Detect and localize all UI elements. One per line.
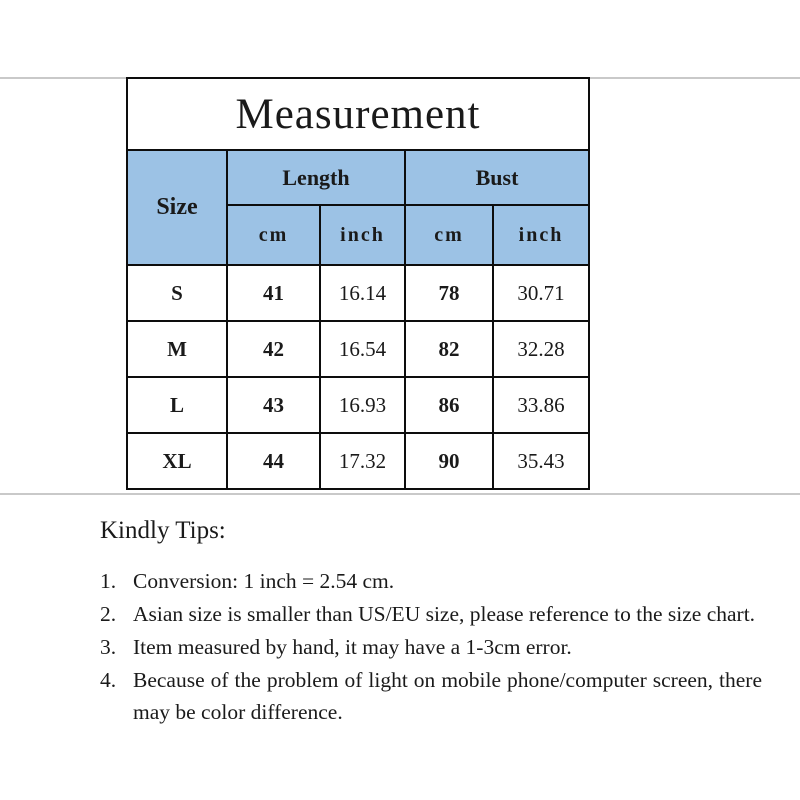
tip-spacer — [124, 598, 133, 630]
length-inch-value: 16.93 — [320, 377, 405, 433]
table-group-header-row — [127, 150, 589, 205]
length-cm-header: cm — [227, 205, 320, 265]
measurement-table — [126, 77, 590, 490]
bust-inch-value: 35.43 — [493, 433, 589, 489]
tip-number: 4. — [100, 668, 117, 692]
kindly-tips-section — [100, 517, 762, 729]
bust-inch-header: inch — [493, 205, 589, 265]
table-row-m — [127, 321, 589, 377]
tip-number: 2. — [100, 602, 117, 626]
bottom-divider-line — [0, 493, 800, 495]
tip-item-4 — [100, 664, 762, 728]
tip-item-1 — [100, 565, 762, 597]
size-value: S — [127, 265, 227, 321]
tip-spacer — [124, 631, 133, 663]
table-row-s — [127, 265, 589, 321]
tip-number: 3. — [100, 635, 117, 659]
length-group-header: Length — [227, 150, 405, 205]
tip-item-2 — [100, 598, 762, 630]
size-column-header: Size — [127, 150, 227, 265]
length-inch-value: 16.14 — [320, 265, 405, 321]
table-title-row — [127, 78, 589, 150]
size-value: L — [127, 377, 227, 433]
length-inch-value: 16.54 — [320, 321, 405, 377]
tips-heading: Kindly Tips: — [100, 517, 226, 544]
bust-cm-value: 90 — [405, 433, 493, 489]
bust-cm-value: 86 — [405, 377, 493, 433]
size-value: M — [127, 321, 227, 377]
tip-text: Because of the problem of light on mobile phone/computer screen, there may be color difference. — [133, 668, 762, 724]
bust-group-header: Bust — [405, 150, 589, 205]
bust-cm-header: cm — [405, 205, 493, 265]
table-row-l — [127, 377, 589, 433]
bust-cm-value: 78 — [405, 265, 493, 321]
length-cm-value: 42 — [227, 321, 320, 377]
tip-text: Asian size is smaller than US/EU size, please reference to the size chart. — [133, 602, 756, 626]
bust-cm-value: 82 — [405, 321, 493, 377]
tip-text: Conversion: 1 inch = 2.54 cm. — [133, 569, 395, 593]
tip-item-3 — [100, 631, 762, 663]
length-cm-value: 44 — [227, 433, 320, 489]
tip-number: 1. — [100, 569, 117, 593]
table-row-xl — [127, 433, 589, 489]
bust-inch-value: 33.86 — [493, 377, 589, 433]
table-title: Measurement — [127, 78, 589, 150]
length-cm-value: 41 — [227, 265, 320, 321]
tip-text: Item measured by hand, it may have a 1-3cm error. — [133, 635, 572, 659]
tip-spacer — [124, 565, 133, 597]
bust-inch-value: 32.28 — [493, 321, 589, 377]
size-value: XL — [127, 433, 227, 489]
tip-spacer — [124, 664, 133, 728]
length-inch-value: 17.32 — [320, 433, 405, 489]
length-inch-header: inch — [320, 205, 405, 265]
bust-inch-value: 30.71 — [493, 265, 589, 321]
length-cm-value: 43 — [227, 377, 320, 433]
